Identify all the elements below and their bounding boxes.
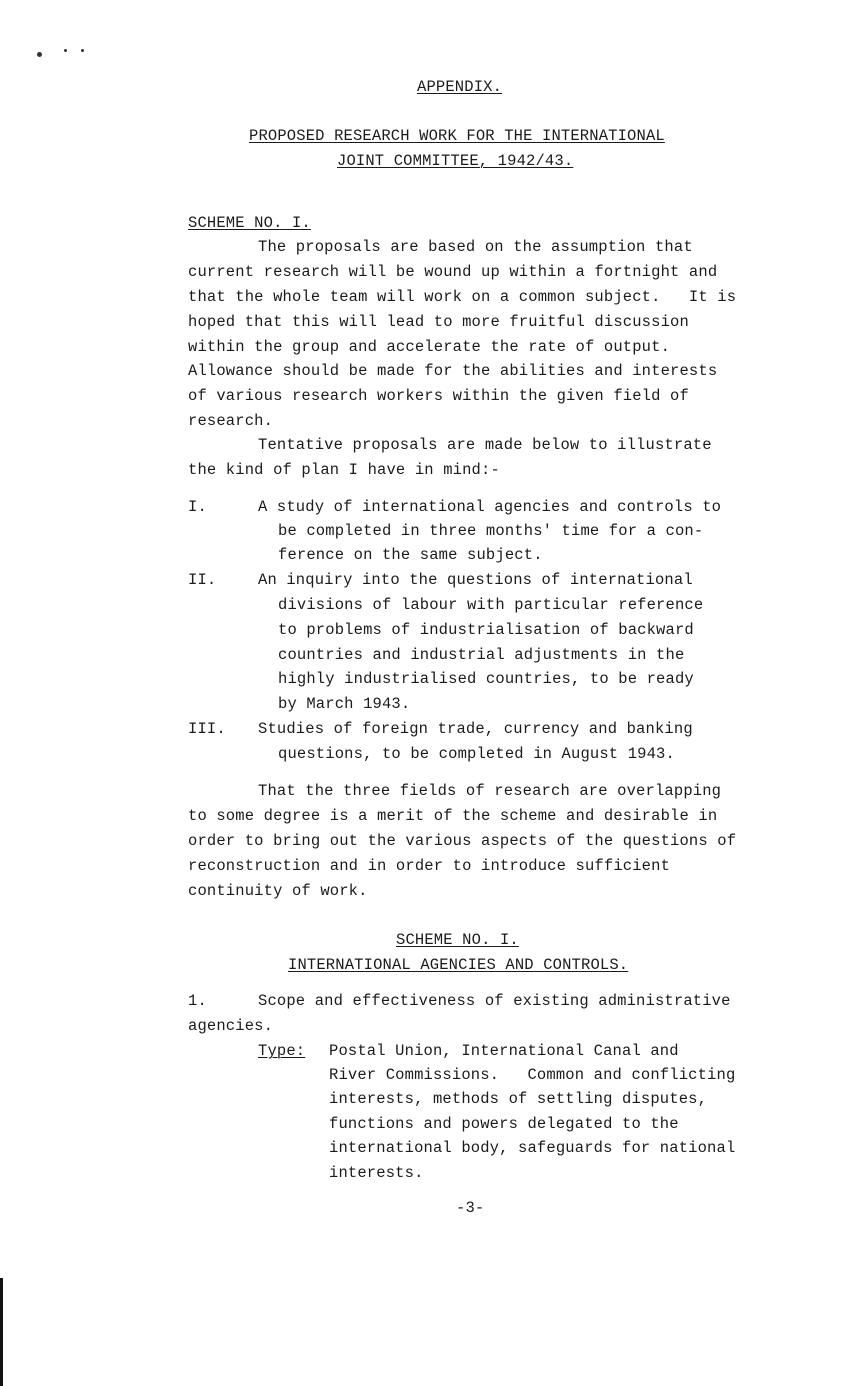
list-item-line: countries and industrial adjustments in the — [278, 646, 685, 664]
document-title-line-1: PROPOSED RESEARCH WORK FOR THE INTERNATIONAL — [249, 127, 665, 145]
list-item-number: II. — [188, 571, 217, 589]
scan-speck — [64, 49, 67, 52]
list-item-line: An inquiry into the questions of international — [258, 571, 693, 589]
paragraph-line: current research will be wound up within a fortnight and — [188, 263, 718, 281]
page-number: -3- — [456, 1199, 485, 1217]
list-item-line: be completed in three months' time for a con- — [278, 522, 704, 540]
list-item-line: highly industrialised countries, to be ready — [278, 670, 694, 688]
section-title: INTERNATIONAL AGENCIES AND CONTROLS. — [288, 956, 629, 974]
paragraph-line: Tentative proposals are made below to illustrate — [258, 436, 712, 454]
scheme-label: SCHEME NO. I. — [188, 214, 311, 232]
type-line: interests, methods of settling disputes, — [329, 1090, 708, 1108]
paragraph-line: within the group and accelerate the rate of output. — [188, 338, 671, 356]
paragraph-line: hoped that this will lead to more fruitful discussion — [188, 313, 689, 331]
type-line: interests. — [329, 1164, 424, 1182]
point-line: Scope and effectiveness of existing administrative — [258, 992, 731, 1010]
paragraph-line: The proposals are based on the assumption that — [258, 238, 693, 256]
type-line: Postal Union, International Canal and — [329, 1042, 679, 1060]
paragraph-line: to some degree is a merit of the scheme and desirable in — [188, 807, 718, 825]
paragraph-line: continuity of work. — [188, 882, 368, 900]
list-item-line: by March 1943. — [278, 695, 411, 713]
list-item-number: I. — [188, 498, 207, 516]
paragraph-line: research. — [188, 412, 274, 430]
type-line: functions and powers delegated to the — [329, 1115, 679, 1133]
paragraph-line: order to bring out the various aspects of the questions of — [188, 832, 737, 850]
paragraph-line: the kind of plan I have in mind:- — [188, 461, 500, 479]
appendix-heading: APPENDIX. — [417, 78, 503, 96]
document-title-line-2: JOINT COMMITTEE, 1942/43. — [337, 152, 574, 170]
paragraph-line: of various research workers within the given field of — [188, 387, 689, 405]
list-item-line: to problems of industrialisation of backward — [278, 621, 694, 639]
list-item-line: divisions of labour with particular reference — [278, 596, 704, 614]
list-item-line: Studies of foreign trade, currency and banking — [258, 720, 693, 738]
type-line: international body, safeguards for national — [329, 1139, 736, 1157]
list-item-number: III. — [188, 720, 226, 738]
scan-edge-shadow — [0, 1278, 3, 1386]
list-item-line: A study of international agencies and controls to — [258, 498, 722, 516]
point-line: agencies. — [188, 1017, 274, 1035]
paragraph-line: Allowance should be made for the abilities and interests — [188, 362, 718, 380]
scan-speck — [37, 52, 42, 57]
list-item-line: questions, to be completed in August 1943. — [278, 745, 675, 763]
section-scheme-label: SCHEME NO. I. — [396, 931, 519, 949]
point-number: 1. — [188, 992, 207, 1010]
paragraph-line: that the whole team will work on a common subject. It is — [188, 288, 737, 306]
list-item-line: ference on the same subject. — [278, 546, 543, 564]
paragraph-line: That the three fields of research are overlapping — [258, 782, 722, 800]
paragraph-line: reconstruction and in order to introduce sufficient — [188, 857, 671, 875]
scan-speck — [81, 49, 84, 52]
type-label: Type: — [258, 1042, 306, 1060]
type-line: River Commissions. Common and conflicting — [329, 1066, 736, 1084]
